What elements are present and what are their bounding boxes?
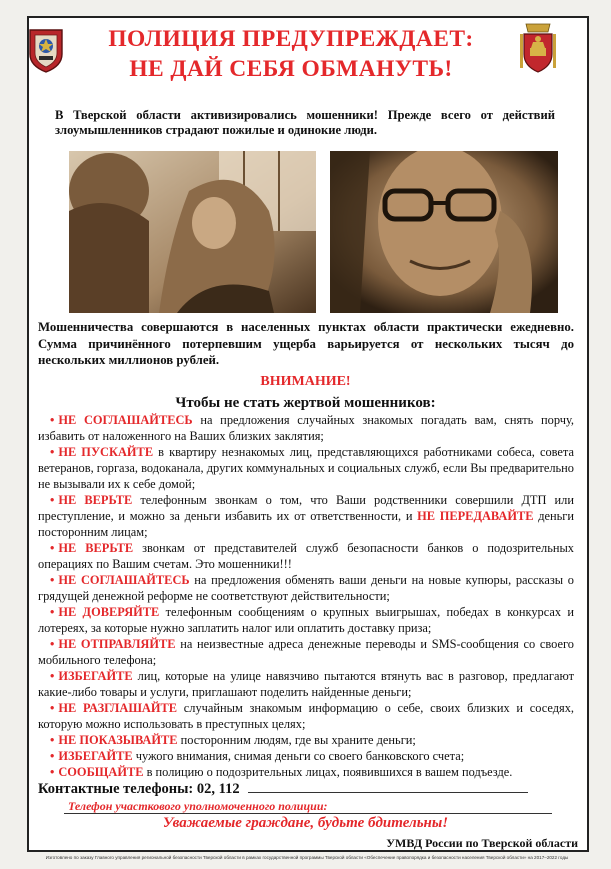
district-officer-text: Телефон участкового уполномоченного полиции: xyxy=(68,799,328,813)
tip-text: на предложения случайных знакомых погадать вам, снять порчу, избавить от наложенного на Ваших близких заклятия; xyxy=(38,413,575,443)
facts-text: Мошенничества совершаются в населенных пунктах области практически ежедневно. Сумма причинённого потерпевшим ущерба варьируется от нескольких тысяч до нескольких миллионов рублей. xyxy=(38,320,574,367)
tip-text: посторонним людям, где вы храните деньги; xyxy=(177,733,416,747)
tip-keyword: НЕ РАЗГЛАШАЙТЕ xyxy=(58,701,178,715)
tip-keyword: ИЗБЕГАЙТЕ xyxy=(58,749,133,763)
bullet-icon: • xyxy=(50,573,55,587)
bullet-icon: • xyxy=(50,637,55,651)
tip-text: в квартиру незнакомых лиц, представляющихся работниками собеса, совета ветеранов, горгаза, водоканала, других коммунальных и социальных служб, если Вы предварительно не вызывали их к себе домой; xyxy=(38,445,574,491)
elderly-man-photo xyxy=(330,151,558,313)
tip-item xyxy=(38,764,574,780)
tips-subheading: Чтобы не стать жертвой мошенников: xyxy=(175,395,436,411)
tip-keyword: НЕ СОГЛАШАЙТЕСЬ xyxy=(58,573,190,587)
contacts-underline xyxy=(248,780,528,793)
title-line-1: ПОЛИЦИЯ ПРЕДУПРЕЖДАЕТ: xyxy=(108,26,474,52)
bullet-icon: • xyxy=(50,733,55,747)
tip-keyword: НЕ СОГЛАШАЙТЕСЬ xyxy=(58,413,193,427)
tip-text: на предложения обменять ваши деньги на новые купюры, рассказы о грядущей денежной реформе не соответствуют действительности; xyxy=(38,573,575,603)
tip-item xyxy=(38,636,574,668)
tip-item xyxy=(38,668,574,700)
appeal-text: Уважаемые граждане, будьте бдительны! xyxy=(162,815,449,831)
bullet-icon: • xyxy=(50,445,55,459)
tip-item xyxy=(38,444,574,492)
tip-item xyxy=(38,748,574,764)
tip-keyword: НЕ ОТПРАВЛЯЙТЕ xyxy=(58,637,176,651)
tip-keyword: СООБЩАЙТЕ xyxy=(58,765,144,779)
intro-text: В Тверской области активизировались мошенники! Прежде всего от действий злоумышленников страдают пожилые и одинокие люди. xyxy=(55,108,555,137)
tip-item xyxy=(38,412,574,444)
tip-keyword: НЕ ПОКАЗЫВАЙТЕ xyxy=(58,733,178,747)
tip-keyword: НЕ ВЕРЬТЕ xyxy=(58,541,134,555)
contacts-line xyxy=(38,780,574,798)
tip-item xyxy=(38,732,574,748)
tip-text: лиц, которые на улице навязчиво пытаются втянуть вас в разговор, предлагают какие-либо товары и услуги, приглашают поделить найденные деньги; xyxy=(38,669,574,699)
tip-keyword: НЕ ДОВЕРЯЙТЕ xyxy=(58,605,160,619)
attention-heading: ВНИМАНИЕ! xyxy=(260,374,351,389)
district-officer-underline xyxy=(64,813,552,814)
photo-strip xyxy=(69,151,558,313)
bullet-icon: • xyxy=(50,749,55,763)
tip-text: телефонным сообщениям о крупных выигрышах, победах в конкурсах и лотереях, за которые нужно заплатить налог или оплатить доставку приза; xyxy=(38,605,574,635)
bullet-icon: • xyxy=(50,765,55,779)
bullet-icon: • xyxy=(50,413,55,427)
tip-keyword: НЕ ПУСКАЙТЕ xyxy=(58,445,154,459)
tver-coat-of-arms-icon xyxy=(518,22,558,74)
tip-keyword: ИЗБЕГАЙТЕ xyxy=(58,669,133,683)
tip-item xyxy=(38,604,574,636)
bullet-icon: • xyxy=(50,669,55,683)
tip-keyword: НЕ ВЕРЬТЕ xyxy=(58,493,133,507)
tip-keyword-2: НЕ ПЕРЕДАВАЙТЕ xyxy=(417,509,534,523)
bullet-icon: • xyxy=(50,541,55,555)
elderly-woman-photo xyxy=(69,151,316,313)
bullet-icon: • xyxy=(50,493,55,507)
tip-text: случайным знакомым информацию о себе, своих близких и соседях, которую можно использовать в преступных целях; xyxy=(38,701,575,731)
footnote-text: Изготовлено по заказу Главного управления региональной безопасности Тверской области в рамках государственной программы Тверской области «Обеспечение правопорядка и безопасности населения Тверской области» на 2017–2022 годы xyxy=(45,855,569,860)
tip-text: телефонным звонкам о том, что Ваши родственники совершили ДТП или преступление, и можно за деньги избавить их от ответственности, и xyxy=(38,493,574,523)
bullet-icon: • xyxy=(50,701,55,715)
police-shield-emblem-icon xyxy=(28,26,64,74)
tip-text: в полицию о подозрительных лицах, появившихся в вашем подъезде. xyxy=(143,765,513,779)
signature-text: УМВД России по Тверской области xyxy=(386,836,578,850)
district-officer-line xyxy=(68,799,548,814)
tip-text: на неизвестные адреса денежные переводы и SMS-сообщения со своего мобильного телефона; xyxy=(38,637,574,667)
tip-text: чужого внимания, снимая деньги со своего банковского счета; xyxy=(132,749,465,763)
tips-list xyxy=(38,412,574,780)
tip-item xyxy=(38,492,574,540)
title-line-2: НЕ ДАЙ СЕБЯ ОБМАНУТЬ! xyxy=(129,56,453,82)
tip-text: звонкам от представителей служб безопасности банков о подозрительных операциях по Вашим счетам. Это мошенники!!! xyxy=(38,541,574,571)
tip-item xyxy=(38,700,574,732)
tip-item xyxy=(38,540,574,572)
contacts-text: Контактные телефоны: 02, 112 xyxy=(38,781,240,797)
tip-text-2: деньги посторонним лицам; xyxy=(38,509,574,539)
bullet-icon: • xyxy=(50,605,55,619)
tip-item xyxy=(38,572,574,604)
